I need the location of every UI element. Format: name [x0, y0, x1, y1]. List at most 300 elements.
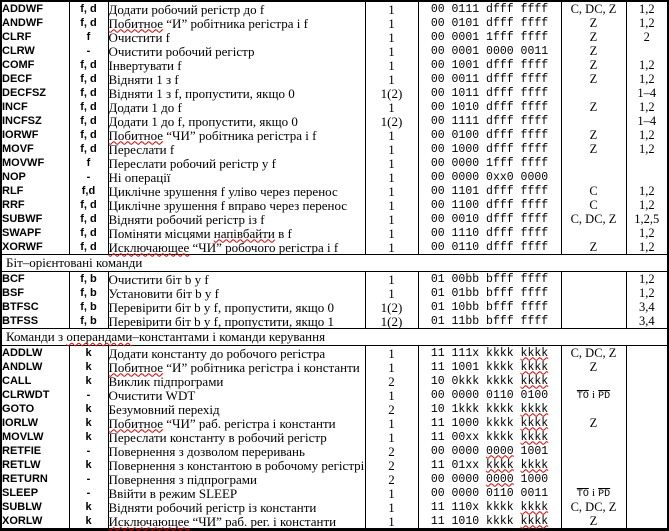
operands-cell: f, d — [69, 240, 108, 255]
operands-cell: - — [69, 170, 108, 184]
operands-cell: - — [69, 44, 108, 58]
description-cell: Додати 1 до f — [108, 100, 365, 114]
description-cell: Перевірити біт b у f, пропустити, якщо 0 — [108, 300, 365, 314]
cycles-cell: 1 — [365, 16, 418, 30]
cycles-cell: 1 — [365, 360, 418, 374]
notes-cell: 3,4 — [626, 314, 668, 329]
mnemonic-cell: ANDWF — [1, 16, 69, 30]
mnemonic-cell: XORWF — [1, 240, 69, 255]
status-flags-cell — [561, 170, 626, 184]
description-cell: Повернення з дозволом переривань — [108, 444, 365, 458]
notes-cell — [626, 388, 668, 402]
cycles-cell: 1 — [365, 184, 418, 198]
description-cell: Інвертувати f — [108, 58, 365, 72]
status-flags-cell — [561, 156, 626, 170]
status-flags-cell: Z — [561, 100, 626, 114]
notes-cell — [626, 416, 668, 430]
description-cell: Додати 1 до f, пропустити, якщо 0 — [108, 114, 365, 128]
instruction-row — [1, 360, 668, 374]
instruction-row — [1, 170, 668, 184]
operands-cell: f, d — [69, 86, 108, 100]
description-cell: Ввійти в режим SLEEP — [108, 486, 365, 500]
instruction-row — [1, 212, 668, 226]
instruction-row — [1, 44, 668, 58]
instruction-row — [1, 500, 668, 514]
cycles-cell: 1 — [365, 346, 418, 361]
operands-cell: f, d — [69, 142, 108, 156]
mnemonic-cell: MOVWF — [1, 156, 69, 170]
notes-cell — [626, 170, 668, 184]
notes-cell — [626, 472, 668, 486]
description-cell: Відняти робочий регістр із константи — [108, 500, 365, 514]
operands-cell: k — [69, 360, 108, 374]
mnemonic-cell: XORLW — [1, 514, 69, 530]
operands-cell: f, d — [69, 1, 108, 16]
instruction-row — [1, 300, 668, 314]
mnemonic-cell: BTFSS — [1, 314, 69, 329]
description-cell: Переслати константу в робочий регістр — [108, 430, 365, 444]
operands-cell: k — [69, 402, 108, 416]
mnemonic-cell: RRF — [1, 198, 69, 212]
operands-cell: k — [69, 514, 108, 530]
opcode-cell: 01 01bb bfff ffff — [418, 286, 561, 300]
mnemonic-cell: CLRW — [1, 44, 69, 58]
cycles-cell: 1 — [365, 486, 418, 500]
opcode-cell: 00 0001 1fff ffff — [418, 30, 561, 44]
instruction-row — [1, 100, 668, 114]
cycles-cell: 1(2) — [365, 300, 418, 314]
mnemonic-cell: BTFSC — [1, 300, 69, 314]
mnemonic-cell: SUBLW — [1, 500, 69, 514]
opcode-cell: 00 0000 0110 0011 — [418, 486, 561, 500]
mnemonic-cell: ADDWF — [1, 1, 69, 16]
status-flags-cell: Z — [561, 16, 626, 30]
opcode-cell: 11 1000 kkkk kkkk — [418, 416, 561, 430]
instruction-row — [1, 30, 668, 44]
notes-cell: 1,2 — [626, 16, 668, 30]
instruction-row — [1, 444, 668, 458]
mnemonic-cell: IORWF — [1, 128, 69, 142]
status-flags-cell — [561, 402, 626, 416]
opcode-cell: 11 1001 kkkk kkkk — [418, 360, 561, 374]
cycles-cell: 1 — [365, 156, 418, 170]
cycles-cell: 1 — [365, 514, 418, 530]
description-cell: Очистити робочий регістр — [108, 44, 365, 58]
notes-cell: 1,2 — [626, 286, 668, 300]
opcode-cell: 00 1110 dfff ffff — [418, 226, 561, 240]
status-flags-cell: Z — [561, 416, 626, 430]
status-flags-cell: Z — [561, 30, 626, 44]
mnemonic-cell: DECFSZ — [1, 86, 69, 100]
operands-cell: - — [69, 472, 108, 486]
cycles-cell: 1 — [365, 142, 418, 156]
misspelled-word: Побитное — [108, 415, 164, 431]
operands-cell: f, b — [69, 286, 108, 300]
section-header-row — [1, 329, 668, 346]
operands-cell: f,d — [69, 184, 108, 198]
status-flags-cell — [561, 458, 626, 472]
operands-cell: k — [69, 500, 108, 514]
status-flags-cell — [561, 272, 626, 287]
description-cell: Очистити біт b у f — [108, 272, 365, 287]
opcode-cell: 11 01xx kkkk kkkk — [418, 458, 561, 472]
status-flags-cell — [561, 114, 626, 128]
mnemonic-cell: MOVLW — [1, 430, 69, 444]
opcode-cell: 00 1010 dfff ffff — [418, 100, 561, 114]
cycles-cell: 1 — [365, 128, 418, 142]
opcode-cell: 00 0011 dfff ffff — [418, 72, 561, 86]
opcode-cell: 11 1010 kkkk kkkk — [418, 514, 561, 530]
status-flags-cell — [561, 314, 626, 329]
description-cell: Исключающее “ЧИ” раб. рег. і константи — [108, 514, 365, 530]
opcode-cell: 11 111x kkkk kkkk — [418, 346, 561, 361]
instruction-row — [1, 226, 668, 240]
cycles-cell: 1 — [365, 72, 418, 86]
cycles-cell: 1 — [365, 58, 418, 72]
cycles-cell: 1 — [365, 500, 418, 514]
operands-cell: k — [69, 346, 108, 361]
misspelled-word: Исключающее — [108, 513, 190, 529]
opcode-cell: 00 1011 dfff ffff — [418, 86, 561, 100]
cycles-cell: 2 — [365, 374, 418, 388]
notes-cell: 1,2 — [626, 142, 668, 156]
cycles-cell: 1 — [365, 44, 418, 58]
cycles-cell: 2 — [365, 472, 418, 486]
notes-cell: 1,2 — [626, 226, 668, 240]
description-cell: Побитное “ЧИ” раб. регістра і константи — [108, 416, 365, 430]
description-cell: Повернення з константою в робочому регістрі — [108, 457, 365, 473]
instruction-row — [1, 402, 668, 416]
cycles-cell: 1(2) — [365, 314, 418, 329]
overlined-flag: $\overline{PD}$ — [598, 489, 611, 500]
notes-cell: 2 — [626, 30, 668, 44]
cycles-cell: 2 — [365, 458, 418, 472]
opcode-cell: 00 0000 0xx0 0000 — [418, 170, 561, 184]
notes-cell — [626, 486, 668, 500]
status-flags-cell: Z — [561, 58, 626, 72]
notes-cell — [626, 346, 668, 361]
description-cell: Виклик підпрограми — [108, 374, 365, 388]
operands-cell: - — [69, 486, 108, 500]
overlined-flag: $\overline{TO}$ — [576, 489, 589, 500]
cycles-cell: 1(2) — [365, 86, 418, 100]
notes-cell — [626, 514, 668, 530]
cycles-cell: 2 — [365, 444, 418, 458]
operands-cell: f, d — [69, 198, 108, 212]
notes-cell: 1,2,5 — [626, 212, 668, 226]
instruction-row — [1, 128, 668, 142]
instruction-row — [1, 286, 668, 300]
status-flags-cell — [561, 300, 626, 314]
instruction-row — [1, 16, 668, 30]
misspelled-word: kkkk — [520, 360, 549, 374]
status-flags-cell: C, DC, Z — [561, 346, 626, 361]
opcode-cell: 01 10bb bfff ffff — [418, 300, 561, 314]
notes-cell: 1–4 — [626, 114, 668, 128]
notes-cell — [626, 444, 668, 458]
status-flags-cell — [561, 430, 626, 444]
operands-cell: - — [69, 388, 108, 402]
section-title: Біт–орієнтовані команди — [1, 255, 668, 272]
operands-cell: f, b — [69, 314, 108, 329]
mnemonic-cell: RLF — [1, 184, 69, 198]
description-cell: Побитное “И” робітника регістра і константи — [108, 360, 365, 374]
status-flags-cell — [561, 486, 626, 500]
opcode-cell: 00 1000 dfff ffff — [418, 142, 561, 156]
instruction-row — [1, 156, 668, 170]
operands-cell: f, b — [69, 300, 108, 314]
notes-cell: 3,4 — [626, 300, 668, 314]
description-cell: Циклічне зрушення f вправо через перенос — [108, 198, 365, 212]
instruction-row — [1, 86, 668, 100]
notes-cell: 1,2 — [626, 240, 668, 255]
notes-cell — [626, 360, 668, 374]
opcode-cell: 00 0000 0110 0100 — [418, 388, 561, 402]
status-flags-cell: C, DC, Z — [561, 1, 626, 16]
notes-cell — [626, 500, 668, 514]
description-cell: Побитное “ЧИ” робітника регістра і f — [108, 128, 365, 142]
mnemonic-cell: CALL — [1, 374, 69, 388]
notes-cell — [626, 374, 668, 388]
operands-cell: k — [69, 416, 108, 430]
misspelled-word: Побитное — [108, 15, 164, 31]
misspelled-word: 0000 — [486, 472, 514, 486]
description-cell: Очистити f — [108, 30, 365, 44]
operands-cell: f, d — [69, 16, 108, 30]
mnemonic-cell: INCF — [1, 100, 69, 114]
operands-cell: f, b — [69, 272, 108, 287]
instruction-row — [1, 388, 668, 402]
description-cell: Установити біт b у f — [108, 286, 365, 300]
notes-cell — [626, 458, 668, 472]
notes-cell: 1,2 — [626, 272, 668, 287]
opcode-cell: 00 0000 0000 1000 — [418, 472, 561, 486]
misspelled-word: kkkk — [486, 458, 514, 472]
description-cell: Додати константу до робочого регістра — [108, 346, 365, 361]
misspelled-word: kkkk — [520, 374, 549, 388]
cycles-cell: 1(2) — [365, 114, 418, 128]
cycles-cell: 1 — [365, 30, 418, 44]
instruction-row — [1, 514, 668, 530]
mnemonic-cell: DECF — [1, 72, 69, 86]
instruction-row — [1, 114, 668, 128]
mnemonic-cell: CLRWDT — [1, 388, 69, 402]
status-flags-cell: C, DC, Z — [561, 212, 626, 226]
notes-cell — [626, 402, 668, 416]
operands-cell: f — [69, 156, 108, 170]
instruction-row — [1, 486, 668, 500]
overlined-flag: $\overline{PD}$ — [598, 391, 611, 402]
status-flags-cell — [561, 444, 626, 458]
instruction-row — [1, 314, 668, 329]
description-cell: Переслати f — [108, 142, 365, 156]
notes-cell — [626, 430, 668, 444]
cycles-cell: 1 — [365, 272, 418, 287]
mnemonic-cell: SWAPF — [1, 226, 69, 240]
mnemonic-cell: INCFSZ — [1, 114, 69, 128]
notes-cell: 1,2 — [626, 1, 668, 16]
misspelled-word: kkkk — [520, 430, 549, 444]
operands-cell: f, d — [69, 212, 108, 226]
instruction-row — [1, 430, 668, 444]
cycles-cell: 1 — [365, 240, 418, 255]
status-flags-cell — [561, 472, 626, 486]
notes-cell — [626, 156, 668, 170]
instruction-row — [1, 184, 668, 198]
opcode-cell: 10 0kkk kkkk kkkk — [418, 374, 561, 388]
notes-cell: 1,2 — [626, 128, 668, 142]
description-cell: Безумовний перехід — [108, 402, 365, 416]
misspelled-word: kkkk — [520, 416, 549, 430]
description-cell: Відняти 1 з f — [108, 72, 365, 86]
operands-cell: - — [69, 444, 108, 458]
opcode-cell: 11 00xx kkkk kkkk — [418, 430, 561, 444]
mnemonic-cell: RETURN — [1, 472, 69, 486]
operands-cell: f, d — [69, 226, 108, 240]
status-flags-cell — [561, 374, 626, 388]
opcode-cell: 00 0111 dfff ffff — [418, 1, 561, 16]
instruction-row — [1, 240, 668, 255]
description-cell: Відняти 1 з f, пропустити, якщо 0 — [108, 86, 365, 100]
operands-cell: f, d — [69, 72, 108, 86]
mnemonic-cell: BCF — [1, 272, 69, 287]
operands-cell: f, d — [69, 128, 108, 142]
instruction-row — [1, 416, 668, 430]
mnemonic-cell: SUBWF — [1, 212, 69, 226]
status-flags-cell: Z — [561, 44, 626, 58]
operands-cell: f, d — [69, 100, 108, 114]
operands-cell: k — [69, 374, 108, 388]
opcode-cell: 00 1100 dfff ffff — [418, 198, 561, 212]
operands-cell: f — [69, 30, 108, 44]
opcode-cell: 00 0000 1fff ffff — [418, 156, 561, 170]
instruction-row — [1, 198, 668, 212]
description-cell: Циклічне зрушення f уліво через перенос — [108, 184, 365, 198]
instruction-row — [1, 58, 668, 72]
description-cell: Відняти робочий регістр із f — [108, 212, 365, 226]
description-cell: Додати робочий регістр до f — [108, 1, 365, 16]
cycles-cell: 1 — [365, 416, 418, 430]
misspelled-word: операндами — [66, 329, 133, 344]
instruction-row — [1, 272, 668, 287]
description-cell: Исключающее “ЧИ” робочого регістра і f — [108, 240, 365, 255]
description-cell: Очистити WDT — [108, 388, 365, 402]
misspelled-word: Исключающее — [108, 239, 190, 255]
mnemonic-cell: COMF — [1, 58, 69, 72]
opcode-cell: 00 0110 dfff ffff — [418, 240, 561, 255]
opcode-cell: 00 1101 dfff ffff — [418, 184, 561, 198]
mnemonic-cell: MOVF — [1, 142, 69, 156]
mnemonic-cell: BSF — [1, 286, 69, 300]
description-cell: Перевірити біт b у f, пропустити, якщо 1 — [108, 314, 365, 329]
misspelled-word: напівбайти — [213, 225, 275, 241]
description-cell: Переслати робочий регістр у f — [108, 156, 365, 170]
operands-cell: f, d — [69, 114, 108, 128]
mnemonic-cell: CLRF — [1, 30, 69, 44]
notes-cell: 1,2 — [626, 72, 668, 86]
instruction-row — [1, 72, 668, 86]
misspelled-word: kkkk — [520, 458, 549, 472]
opcode-cell: 00 0100 dfff ffff — [418, 128, 561, 142]
misspelled-word: Побитное — [108, 359, 164, 375]
cycles-cell: 2 — [365, 402, 418, 416]
notes-cell: 1,2 — [626, 184, 668, 198]
status-flags-cell: C — [561, 198, 626, 212]
opcode-cell: 01 11bb bfff ffff — [418, 314, 561, 329]
opcode-cell: 00 0101 dfff ffff — [418, 16, 561, 30]
status-flags-cell: Z — [561, 514, 626, 530]
misspelled-word: Побитное — [108, 127, 164, 143]
section-title: Команди з операндами–константами і команди керування — [1, 329, 668, 346]
status-flags-cell: C — [561, 184, 626, 198]
mnemonic-cell: ADDLW — [1, 346, 69, 361]
opcode-cell: 00 1001 dfff ffff — [418, 58, 561, 72]
mnemonic-cell: IORLW — [1, 416, 69, 430]
operands-cell: k — [69, 430, 108, 444]
operands-cell: k — [69, 458, 108, 472]
instruction-row — [1, 458, 668, 472]
opcode-cell: 00 0001 0000 0011 — [418, 44, 561, 58]
notes-cell: 1,2 — [626, 100, 668, 114]
cycles-cell: 1 — [365, 170, 418, 184]
mnemonic-cell: GOTO — [1, 402, 69, 416]
cycles-cell: 1 — [365, 226, 418, 240]
misspelled-word: kkkk — [520, 402, 549, 416]
cycles-cell: 1 — [365, 198, 418, 212]
status-flags-cell — [561, 226, 626, 240]
notes-cell: 1,2 — [626, 58, 668, 72]
instruction-row — [1, 1, 668, 16]
mnemonic-cell: RETFIE — [1, 444, 69, 458]
cycles-cell: 1 — [365, 212, 418, 226]
misspelled-word: kkkk — [520, 514, 549, 528]
status-flags-cell: Z — [561, 142, 626, 156]
instruction-row — [1, 472, 668, 486]
notes-cell: 1,2 — [626, 198, 668, 212]
misspelled-word: kkkk — [520, 500, 549, 514]
section-header-row — [1, 255, 668, 272]
opcode-cell: 11 110x kkkk kkkk — [418, 500, 561, 514]
mnemonic-cell: ANDLW — [1, 360, 69, 374]
mnemonic-cell: SLEEP — [1, 486, 69, 500]
description-cell: Поміняти місцями напівбайти в f — [108, 226, 365, 240]
instruction-row — [1, 142, 668, 156]
status-flags-cell: Z — [561, 240, 626, 255]
instruction-row — [1, 374, 668, 388]
operands-cell: f, d — [69, 58, 108, 72]
opcode-cell: 00 0010 dfff ffff — [418, 212, 561, 226]
flag-separator-text: і — [591, 487, 596, 499]
cycles-cell: 1 — [365, 388, 418, 402]
instruction-table-body — [1, 1, 668, 530]
status-flags-cell — [561, 286, 626, 300]
cycles-cell: 1 — [365, 430, 418, 444]
notes-cell — [626, 44, 668, 58]
description-cell: Побитное “И” робітника регістра і f — [108, 16, 365, 30]
status-flags-cell: Z — [561, 360, 626, 374]
notes-cell: 1–4 — [626, 86, 668, 100]
description-cell: Повернення з підпрограми — [108, 472, 365, 486]
opcode-cell: 00 1111 dfff ffff — [418, 114, 561, 128]
description-cell: Ні операції — [108, 170, 365, 184]
cycles-cell: 1 — [365, 100, 418, 114]
status-flags-cell: Z — [561, 72, 626, 86]
cycles-cell: 1 — [365, 286, 418, 300]
overlined-flag: $\overline{TO}$ — [576, 391, 589, 402]
misspelled-word: kkkk — [520, 346, 549, 360]
status-flags-cell: C, DC, Z — [561, 500, 626, 514]
status-flags-cell: Z — [561, 128, 626, 142]
